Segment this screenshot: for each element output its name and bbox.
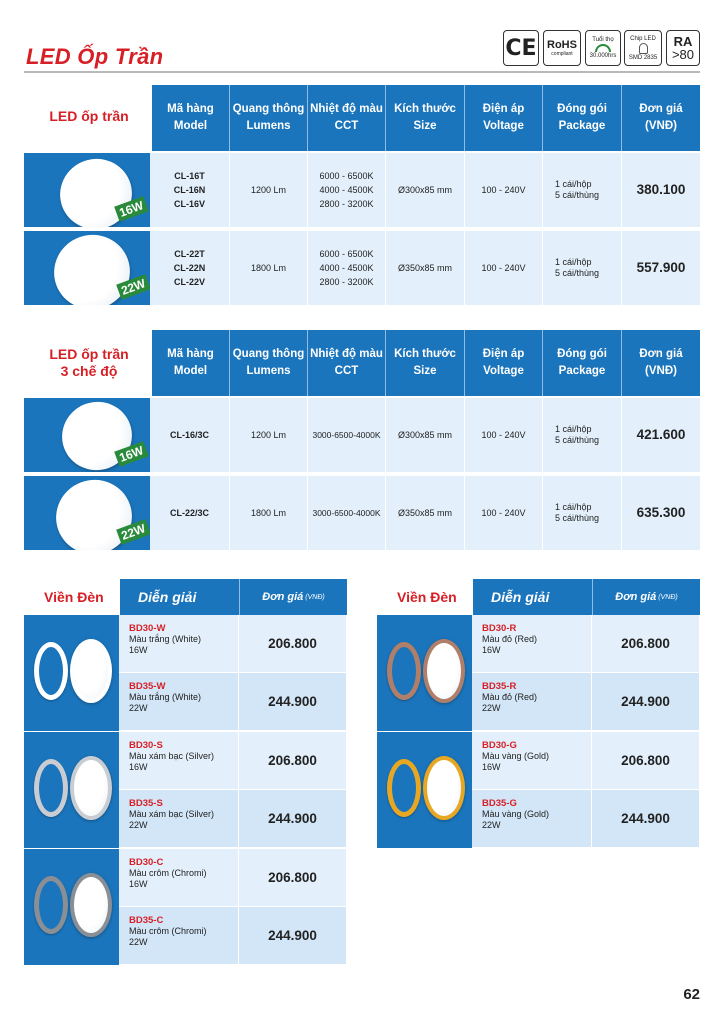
model-cell: CL-16/3C bbox=[150, 398, 230, 472]
lumens-cell: 1200 Lm bbox=[230, 398, 308, 472]
ring-icon bbox=[34, 876, 68, 934]
ra-badge bbox=[666, 30, 700, 66]
model-cell: CL-16T CL-16N CL-16V bbox=[150, 153, 230, 227]
title-divider bbox=[24, 71, 700, 73]
page-number: 62 bbox=[683, 986, 700, 1003]
table-row bbox=[24, 153, 700, 229]
cct-cell: 3000-6500-4000K bbox=[308, 476, 386, 550]
border-image bbox=[24, 732, 119, 848]
border-wattage: 16W bbox=[129, 879, 148, 889]
package-cell: 1 cái/hộp 5 cái/thùng bbox=[543, 231, 622, 305]
product-image bbox=[24, 476, 150, 550]
border-wattage: 22W bbox=[482, 820, 501, 830]
header-package: Đóng gói Package bbox=[543, 85, 622, 151]
header-lumens: Quang thông Lumens bbox=[230, 85, 308, 151]
chip-value: SMD 2835 bbox=[628, 54, 658, 61]
header-price: Đơn giá (VNĐ) bbox=[639, 348, 683, 377]
size-cell: Ø350x85 mm bbox=[386, 231, 465, 305]
border-color-name: Màu trắng (White) bbox=[129, 692, 202, 702]
border-code: BD35-S bbox=[129, 798, 163, 809]
wattage-badge: 22W bbox=[116, 274, 150, 300]
border-price: 206.800 bbox=[268, 753, 317, 768]
cct-cell: 6000 - 6500K 4000 - 4500K 2800 - 3200K bbox=[308, 231, 386, 305]
table-row bbox=[472, 615, 699, 673]
lifetime-label: Tuổi thọ bbox=[592, 37, 614, 43]
table-row bbox=[119, 732, 346, 790]
border-code: BD35-R bbox=[482, 681, 517, 692]
model-cell: CL-22T CL-22N CL-22V bbox=[150, 231, 230, 305]
chip-label: Chip LED bbox=[630, 35, 656, 42]
border-image bbox=[377, 732, 472, 848]
product-image bbox=[24, 398, 150, 472]
voltage-cell: 100 - 240V bbox=[465, 231, 543, 305]
wattage-badge: 16W bbox=[114, 441, 148, 467]
package-cell: 1 cái/hộp 5 cái/thùng bbox=[543, 476, 622, 550]
table-row bbox=[119, 790, 346, 848]
table-row bbox=[119, 673, 346, 731]
bulb-icon bbox=[639, 43, 648, 54]
cct-cell: 6000 - 6500K 4000 - 4500K 2800 - 3200K bbox=[308, 153, 386, 227]
border-color-name: Màu vàng (Gold) bbox=[482, 809, 550, 819]
rohs-sub: compliant bbox=[551, 51, 573, 57]
table-row bbox=[472, 732, 699, 790]
price-cell: 557.900 bbox=[636, 260, 686, 275]
table-row bbox=[24, 476, 700, 552]
border-price: 244.900 bbox=[621, 694, 670, 709]
border-block bbox=[24, 732, 346, 848]
border-desc bbox=[119, 673, 239, 730]
border-image bbox=[377, 615, 472, 731]
header-model: Mã hàng Model bbox=[152, 85, 230, 151]
border-price: 244.900 bbox=[268, 928, 317, 943]
border-price: 206.800 bbox=[268, 636, 317, 651]
wattage-badge: 22W bbox=[116, 519, 150, 545]
model-cell: CL-22/3C bbox=[150, 476, 230, 550]
price-header: Đơn giá (VNĐ) bbox=[615, 591, 678, 603]
lamp-disc-icon bbox=[70, 756, 112, 820]
product-image bbox=[24, 231, 150, 305]
size-cell: Ø300x85 mm bbox=[386, 153, 465, 227]
table-row bbox=[119, 849, 346, 907]
border-price: 244.900 bbox=[268, 694, 317, 709]
border-code: BD35-G bbox=[482, 798, 517, 809]
lifetime-value: 30.000hrs bbox=[589, 53, 617, 59]
border-color-name: Màu xám bạc (Silver) bbox=[129, 751, 215, 761]
border-color-name: Màu đỏ (Red) bbox=[482, 692, 538, 702]
border-code: BD30-C bbox=[129, 857, 164, 868]
table1-label: LED ốp trần bbox=[49, 108, 129, 124]
border-label: Viền Đèn bbox=[377, 579, 473, 615]
table-row bbox=[24, 231, 700, 307]
border-code: BD30-S bbox=[129, 740, 163, 751]
header-voltage: Điện áp Voltage bbox=[465, 85, 543, 151]
border-image bbox=[24, 615, 119, 731]
rohs-label: RoHS bbox=[547, 39, 577, 51]
ring-icon bbox=[34, 642, 68, 700]
border-wattage: 22W bbox=[482, 703, 501, 713]
lamp-disc-icon bbox=[70, 873, 112, 937]
border-price: 244.900 bbox=[268, 811, 317, 826]
header-size: Kích thước Size bbox=[386, 85, 465, 151]
ring-icon bbox=[34, 759, 68, 817]
table1-header bbox=[152, 85, 700, 151]
border-color-name: Màu trắng (White) bbox=[129, 634, 202, 644]
border-desc bbox=[472, 615, 592, 672]
lamp-disc-icon bbox=[70, 639, 112, 703]
border-code: BD30-W bbox=[129, 623, 166, 634]
package-cell: 1 cái/hộp 5 cái/thùng bbox=[543, 153, 622, 227]
gauge-icon bbox=[595, 44, 611, 52]
voltage-cell: 100 - 240V bbox=[465, 153, 543, 227]
lifetime-badge bbox=[585, 30, 621, 66]
cct-cell: 3000-6500-4000K bbox=[308, 398, 386, 472]
border-price: 244.900 bbox=[621, 811, 670, 826]
ce-mark-icon: CE bbox=[503, 30, 539, 66]
table-row bbox=[119, 907, 346, 965]
rohs-badge bbox=[543, 30, 581, 66]
border-code: BD35-C bbox=[129, 915, 164, 926]
border-block bbox=[377, 615, 699, 731]
price-cell: 421.600 bbox=[636, 427, 686, 442]
table2-header bbox=[152, 330, 700, 396]
border-code: BD30-R bbox=[482, 623, 517, 634]
header-voltage: Điện áp Voltage bbox=[465, 330, 543, 396]
table-row bbox=[119, 615, 346, 673]
ring-icon bbox=[387, 759, 421, 817]
lamp-disc-icon bbox=[423, 756, 465, 820]
border-desc bbox=[119, 732, 239, 789]
border-wattage: 22W bbox=[129, 820, 148, 830]
border-desc bbox=[472, 732, 592, 789]
border-color-name: Màu crôm (Chromi) bbox=[129, 868, 207, 878]
border-wattage: 16W bbox=[482, 645, 501, 655]
border-code: BD30-G bbox=[482, 740, 517, 751]
border-block bbox=[24, 615, 346, 731]
voltage-cell: 100 - 240V bbox=[465, 398, 543, 472]
lumens-cell: 1200 Lm bbox=[230, 153, 308, 227]
ring-icon bbox=[387, 642, 421, 700]
border-color-name: Màu crôm (Chromi) bbox=[129, 926, 207, 936]
table-row bbox=[472, 673, 699, 731]
price-cell: 635.300 bbox=[636, 505, 686, 520]
header-package: Đóng gói Package bbox=[543, 330, 622, 396]
border-desc bbox=[472, 673, 592, 730]
header-model: Mã hàng Model bbox=[152, 330, 230, 396]
size-cell: Ø300x85 mm bbox=[386, 398, 465, 472]
ra-label: RA bbox=[673, 33, 693, 49]
border-table-left-header bbox=[24, 579, 347, 615]
border-wattage: 16W bbox=[129, 645, 148, 655]
border-label: Viền Đèn bbox=[24, 579, 120, 615]
table-row bbox=[24, 398, 700, 474]
border-table-right-header bbox=[377, 579, 700, 615]
border-wattage: 22W bbox=[129, 703, 148, 713]
border-color-name: Màu đỏ (Red) bbox=[482, 634, 538, 644]
header-cct: Nhiệt độ màu CCT bbox=[308, 330, 386, 396]
border-desc bbox=[119, 790, 239, 847]
header-lumens: Quang thông Lumens bbox=[230, 330, 308, 396]
border-block bbox=[377, 732, 699, 848]
header-price: Đơn giá (VNĐ) bbox=[639, 103, 683, 132]
border-wattage: 22W bbox=[129, 937, 148, 947]
price-header: Đơn giá (VNĐ) bbox=[262, 591, 325, 603]
wattage-badge: 16W bbox=[114, 196, 148, 222]
page-title: LED Ốp Trần bbox=[26, 44, 164, 69]
desc-header: Diễn giải bbox=[120, 579, 240, 615]
border-wattage: 16W bbox=[482, 762, 501, 772]
border-wattage: 16W bbox=[129, 762, 148, 772]
package-cell: 1 cái/hộp 5 cái/thùng bbox=[543, 398, 622, 472]
price-cell: 380.100 bbox=[636, 182, 686, 197]
header-size: Kích thước Size bbox=[386, 330, 465, 396]
border-desc bbox=[472, 790, 592, 847]
border-price: 206.800 bbox=[621, 753, 670, 768]
border-color-name: Màu xám bạc (Silver) bbox=[129, 809, 215, 819]
border-price: 206.800 bbox=[268, 870, 317, 885]
border-desc bbox=[119, 615, 239, 672]
lamp-disc-icon bbox=[423, 639, 465, 703]
product-image bbox=[24, 153, 150, 227]
border-block bbox=[24, 849, 346, 965]
size-cell: Ø350x85 mm bbox=[386, 476, 465, 550]
table2-label: LED ốp trần 3 chế độ bbox=[49, 346, 129, 379]
ra-value: >80 bbox=[671, 46, 695, 62]
border-image bbox=[24, 849, 119, 965]
border-desc bbox=[119, 849, 239, 906]
header-cct: Nhiệt độ màu CCT bbox=[308, 85, 386, 151]
border-price: 206.800 bbox=[621, 636, 670, 651]
lumens-cell: 1800 Lm bbox=[230, 231, 308, 305]
border-color-name: Màu vàng (Gold) bbox=[482, 751, 550, 761]
border-desc bbox=[119, 907, 239, 964]
voltage-cell: 100 - 240V bbox=[465, 476, 543, 550]
desc-header: Diễn giải bbox=[473, 579, 593, 615]
table-row bbox=[472, 790, 699, 848]
chip-led-badge bbox=[624, 30, 662, 66]
border-code: BD35-W bbox=[129, 681, 166, 692]
lumens-cell: 1800 Lm bbox=[230, 476, 308, 550]
